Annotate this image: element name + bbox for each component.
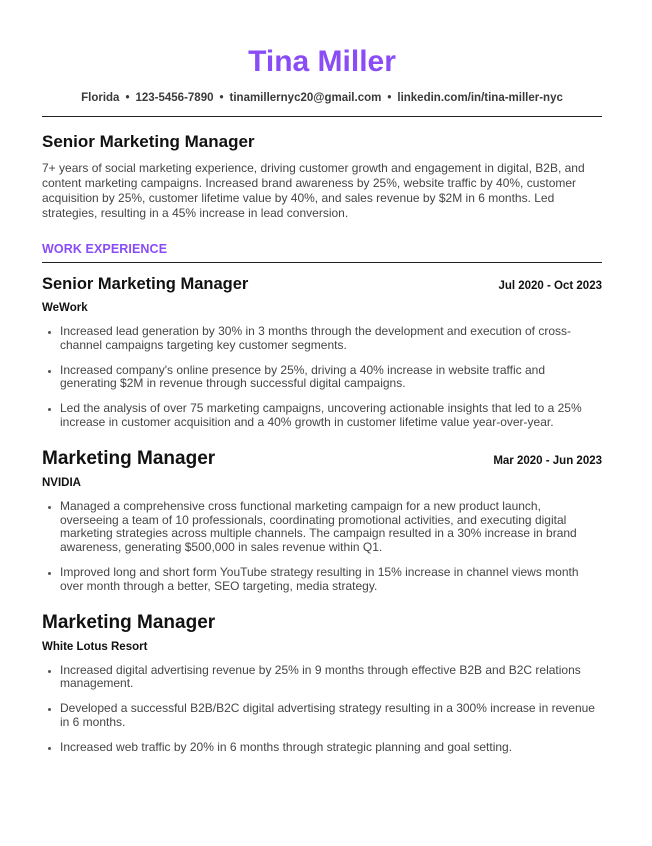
job-header [42, 448, 602, 470]
job-bullets [42, 325, 602, 430]
job-title: Marketing Manager [42, 447, 216, 469]
job-title: Marketing Manager [42, 611, 216, 633]
work-experience-heading: WORK EXPERIENCE [42, 242, 168, 256]
job-bullet: Increased company's online presence by 25%, driving a 40% increase in website traffic and generating $2M in revenue through successful digital campaigns. [42, 364, 602, 392]
job-bullet: Increased digital advertising revenue by 25% in 9 months through effective B2B and B2C relations management. [42, 664, 602, 692]
job-bullet: Increased lead generation by 30% in 3 months through the development and execution of cross-channel campaigns targeting key customer segments. [42, 325, 602, 353]
contact-email: tinamillernyc20@gmail.com [229, 92, 382, 104]
job-header [42, 273, 602, 295]
candidate-name: Tina Miller [248, 45, 396, 78]
job-header [42, 612, 602, 634]
job-entry [42, 612, 602, 755]
contact-phone: 123-5456-7890 [135, 92, 214, 104]
professional-summary: 7+ years of social marketing experience, driving customer growth and engagement in digital, B2B, and content marketing campaigns. Increased brand awareness by 25%, website traffic by 40%, customer acquisition by 25%, customer lifetime value by 40%, and sales revenue by $2M in 6 months. Led strategies, resulting in a 45% increase in lead conversion. [42, 161, 585, 220]
job-title: Senior Marketing Manager [42, 275, 249, 293]
contact-separator: • [125, 92, 130, 104]
job-bullets [42, 664, 602, 755]
contact-location: Florida [81, 92, 120, 104]
job-dates: Mar 2020 - Jun 2023 [493, 454, 602, 467]
job-bullet: Led the analysis of over 75 marketing campaigns, uncovering actionable insights that led to a 25% increase in customer acquisition and a 40% growth in customer lifetime value year-over-year. [42, 402, 602, 430]
job-company: WeWork [42, 302, 88, 314]
job-entry [42, 273, 602, 430]
job-dates: Jul 2020 - Oct 2023 [498, 280, 602, 292]
job-bullet: Improved long and short form YouTube strategy resulting in 15% increase in channel views month over month through a better, SEO targeting, media strategy. [42, 566, 602, 594]
professional-headline: Senior Marketing Manager [42, 132, 255, 151]
job-bullet: Increased web traffic by 20% in 6 months through strategic planning and goal setting. [42, 741, 602, 755]
job-company: White Lotus Resort [42, 640, 148, 653]
job-company: NVIDIA [42, 476, 81, 489]
contact-separator: • [387, 92, 392, 104]
job-bullets [42, 500, 602, 594]
section-divider [42, 262, 602, 263]
contact-line [42, 90, 602, 106]
contact-linkedin: linkedin.com/in/tina-miller-nyc [397, 92, 563, 104]
job-entry [42, 448, 602, 594]
job-bullet: Managed a comprehensive cross functional marketing campaign for a new product launch, overseeing a team of 10 professionals, coordinating promotional activities, and executing digital marketing strategies across multiple channels. The campaign resulted in a 30% increase in brand awareness, generating $500,000 in sales revenue within Q1. [42, 500, 602, 555]
job-bullet: Developed a successful B2B/B2C digital advertising strategy resulting in a 300% increase in revenue in 6 months. [42, 702, 602, 730]
contact-separator: • [219, 92, 224, 104]
header-divider [42, 116, 602, 117]
